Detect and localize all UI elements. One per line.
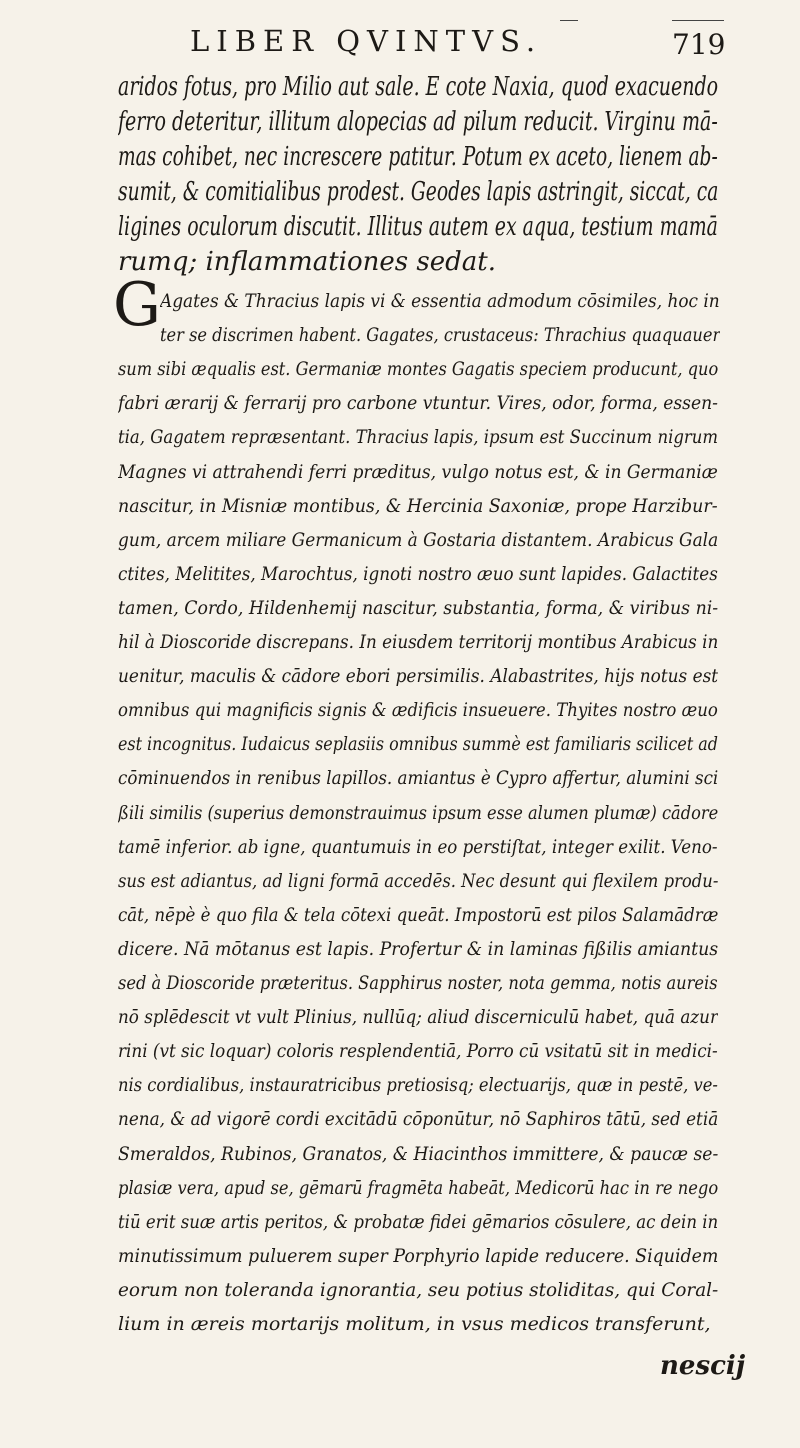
text-line: Magnes vi attrahendi ferri præditus, vulgo notus est, & in Germaniæ: [118, 460, 718, 483]
text-line: nena, & ad vigorē cordi excitādū cōponūtur, nō Saphiros tātū, sed etiā: [118, 1108, 718, 1131]
text-line: sus est adiantus, ad ligni formā accedēs. Nec desunt qui flexilem produ-: [118, 869, 718, 892]
text-line: plasiæ vera, apud se, gēmarū fragmēta habeāt, Medicorū hac in re nego: [118, 1176, 718, 1199]
text-line: nis cordialibus, instauratricibus pretiosisq; electuarijs, quæ in pestē, ve-: [118, 1074, 718, 1097]
text-line: sumit, & comitialibus prodest. Geodes lapis astringit, siccat, ca: [118, 177, 718, 207]
text-line: omnibus qui magnificis signis & ædificis insueuere. Thyites nostro æuo: [118, 699, 718, 722]
text-line: tamen, Cordo, Hildenhemij nascitur, substantia, forma, & viribus ni-: [118, 596, 718, 619]
text-line: Smeraldos, Rubinos, Granatos, & Hiacinthos immittere, & paucæ se-: [118, 1142, 718, 1165]
page-header: [0, 20, 800, 60]
page-number: 719: [672, 28, 726, 61]
text-line: ßili similis (superius demonstrauimus ipsum esse alumen plumæ) cādore: [118, 801, 718, 824]
text-line: nō splēdescit vt vult Plinius, nullūq; aliud discerniculū habet, quā azur: [118, 1006, 718, 1029]
text-line: Agates & Thracius lapis vi & essentia admodum cōsimiles, hoc in: [160, 290, 720, 312]
text-line: minutissimum puluerem super Porphyrio lapide reducere. Siquidem: [118, 1244, 718, 1267]
text-line: rumq; inflammationes sedat.: [118, 247, 496, 277]
text-line: nascitur, in Misniæ montibus, & Hercinia Saxoniæ, prope Harzibur-: [118, 494, 718, 517]
text-line: tia, Gagatem repræsentant. Thracius lapis, ipsum est Succinum nigrum: [118, 426, 718, 449]
text-line: lium in æreis mortarijs molitum, in vsus medicos transferunt,: [118, 1313, 711, 1335]
text-line: rini (vt sic loquar) coloris resplendentiā, Porro cū vsitatū sit in medici-: [118, 1040, 718, 1063]
text-line: dicere. Nā mōtanus est lapis. Profertur & in laminas fißilis amiantus: [118, 937, 718, 960]
running-title: LIBER QVINTVS.: [190, 24, 543, 58]
text-line: uenitur, maculis & cādore ebori persimilis. Alabastrites, hijs notus est: [118, 665, 718, 688]
text-line: gum, arcem miliare Germanicum à Gostaria distantem. Arabicus Gala: [118, 528, 718, 551]
text-line: mas cohibet, nec increscere patitur. Potum ex aceto, lienem ab-: [118, 142, 718, 172]
header-rule-left: [560, 20, 578, 29]
drop-cap-initial: G: [113, 270, 161, 340]
text-line: fabri ærarij & ferrarij pro carbone vtuntur. Vires, odor, forma, essen-: [118, 392, 718, 415]
text-line: sed à Dioscoride præteritus. Sapphirus noster, nota gemma, notis aureis: [118, 972, 718, 994]
catchword: nescij: [660, 1351, 746, 1382]
text-line: cāt, nēpè è quo fila & tela cōtexi queāt. Impostorū est pilos Salamādræ: [118, 903, 718, 926]
text-line: aridos fotus, pro Milio aut sale. E cote Naxia, quod exacuendo: [118, 72, 718, 102]
text-line: ligines oculorum discutit. Illitus autem ex aqua, testium mamā: [118, 212, 718, 242]
text-line: tamē inferior. ab igne, quantumuis in eo perstiſtat, integer exilit. Veno-: [118, 835, 718, 858]
text-line: ctites, Melitites, Marochtus, ignoti nostro æuo sunt lapides. Galactites: [118, 562, 718, 585]
text-line: est incognitus. Iudaicus seplasiis omnibus summè est familiaris scilicet ad: [118, 733, 718, 756]
text-line: hil à Dioscoride discrepans. In eiusdem territorij montibus Arabicus in: [118, 631, 718, 653]
text-line: ferro deteritur, illitum alopecias ad pilum reducit. Virginu mā-: [118, 107, 718, 137]
text-line: tiū erit suæ artis peritos, & probatæ fidei gēmarios cōsulere, ac dein in: [118, 1210, 718, 1233]
text-line: ter se discrimen habent. Gagates, crustaceus: Thrachius quaquauer: [160, 324, 720, 347]
text-line: sum sibi æqualis est. Germaniæ montes Gagatis speciem producunt, quo: [118, 358, 718, 381]
text-line: cōminuendos in renibus lapillos. amiantus è Cypro affertur, alumini sci: [118, 767, 718, 790]
text-line: eorum non toleranda ignorantia, seu potius stoliditas, qui Coral-: [118, 1278, 718, 1301]
